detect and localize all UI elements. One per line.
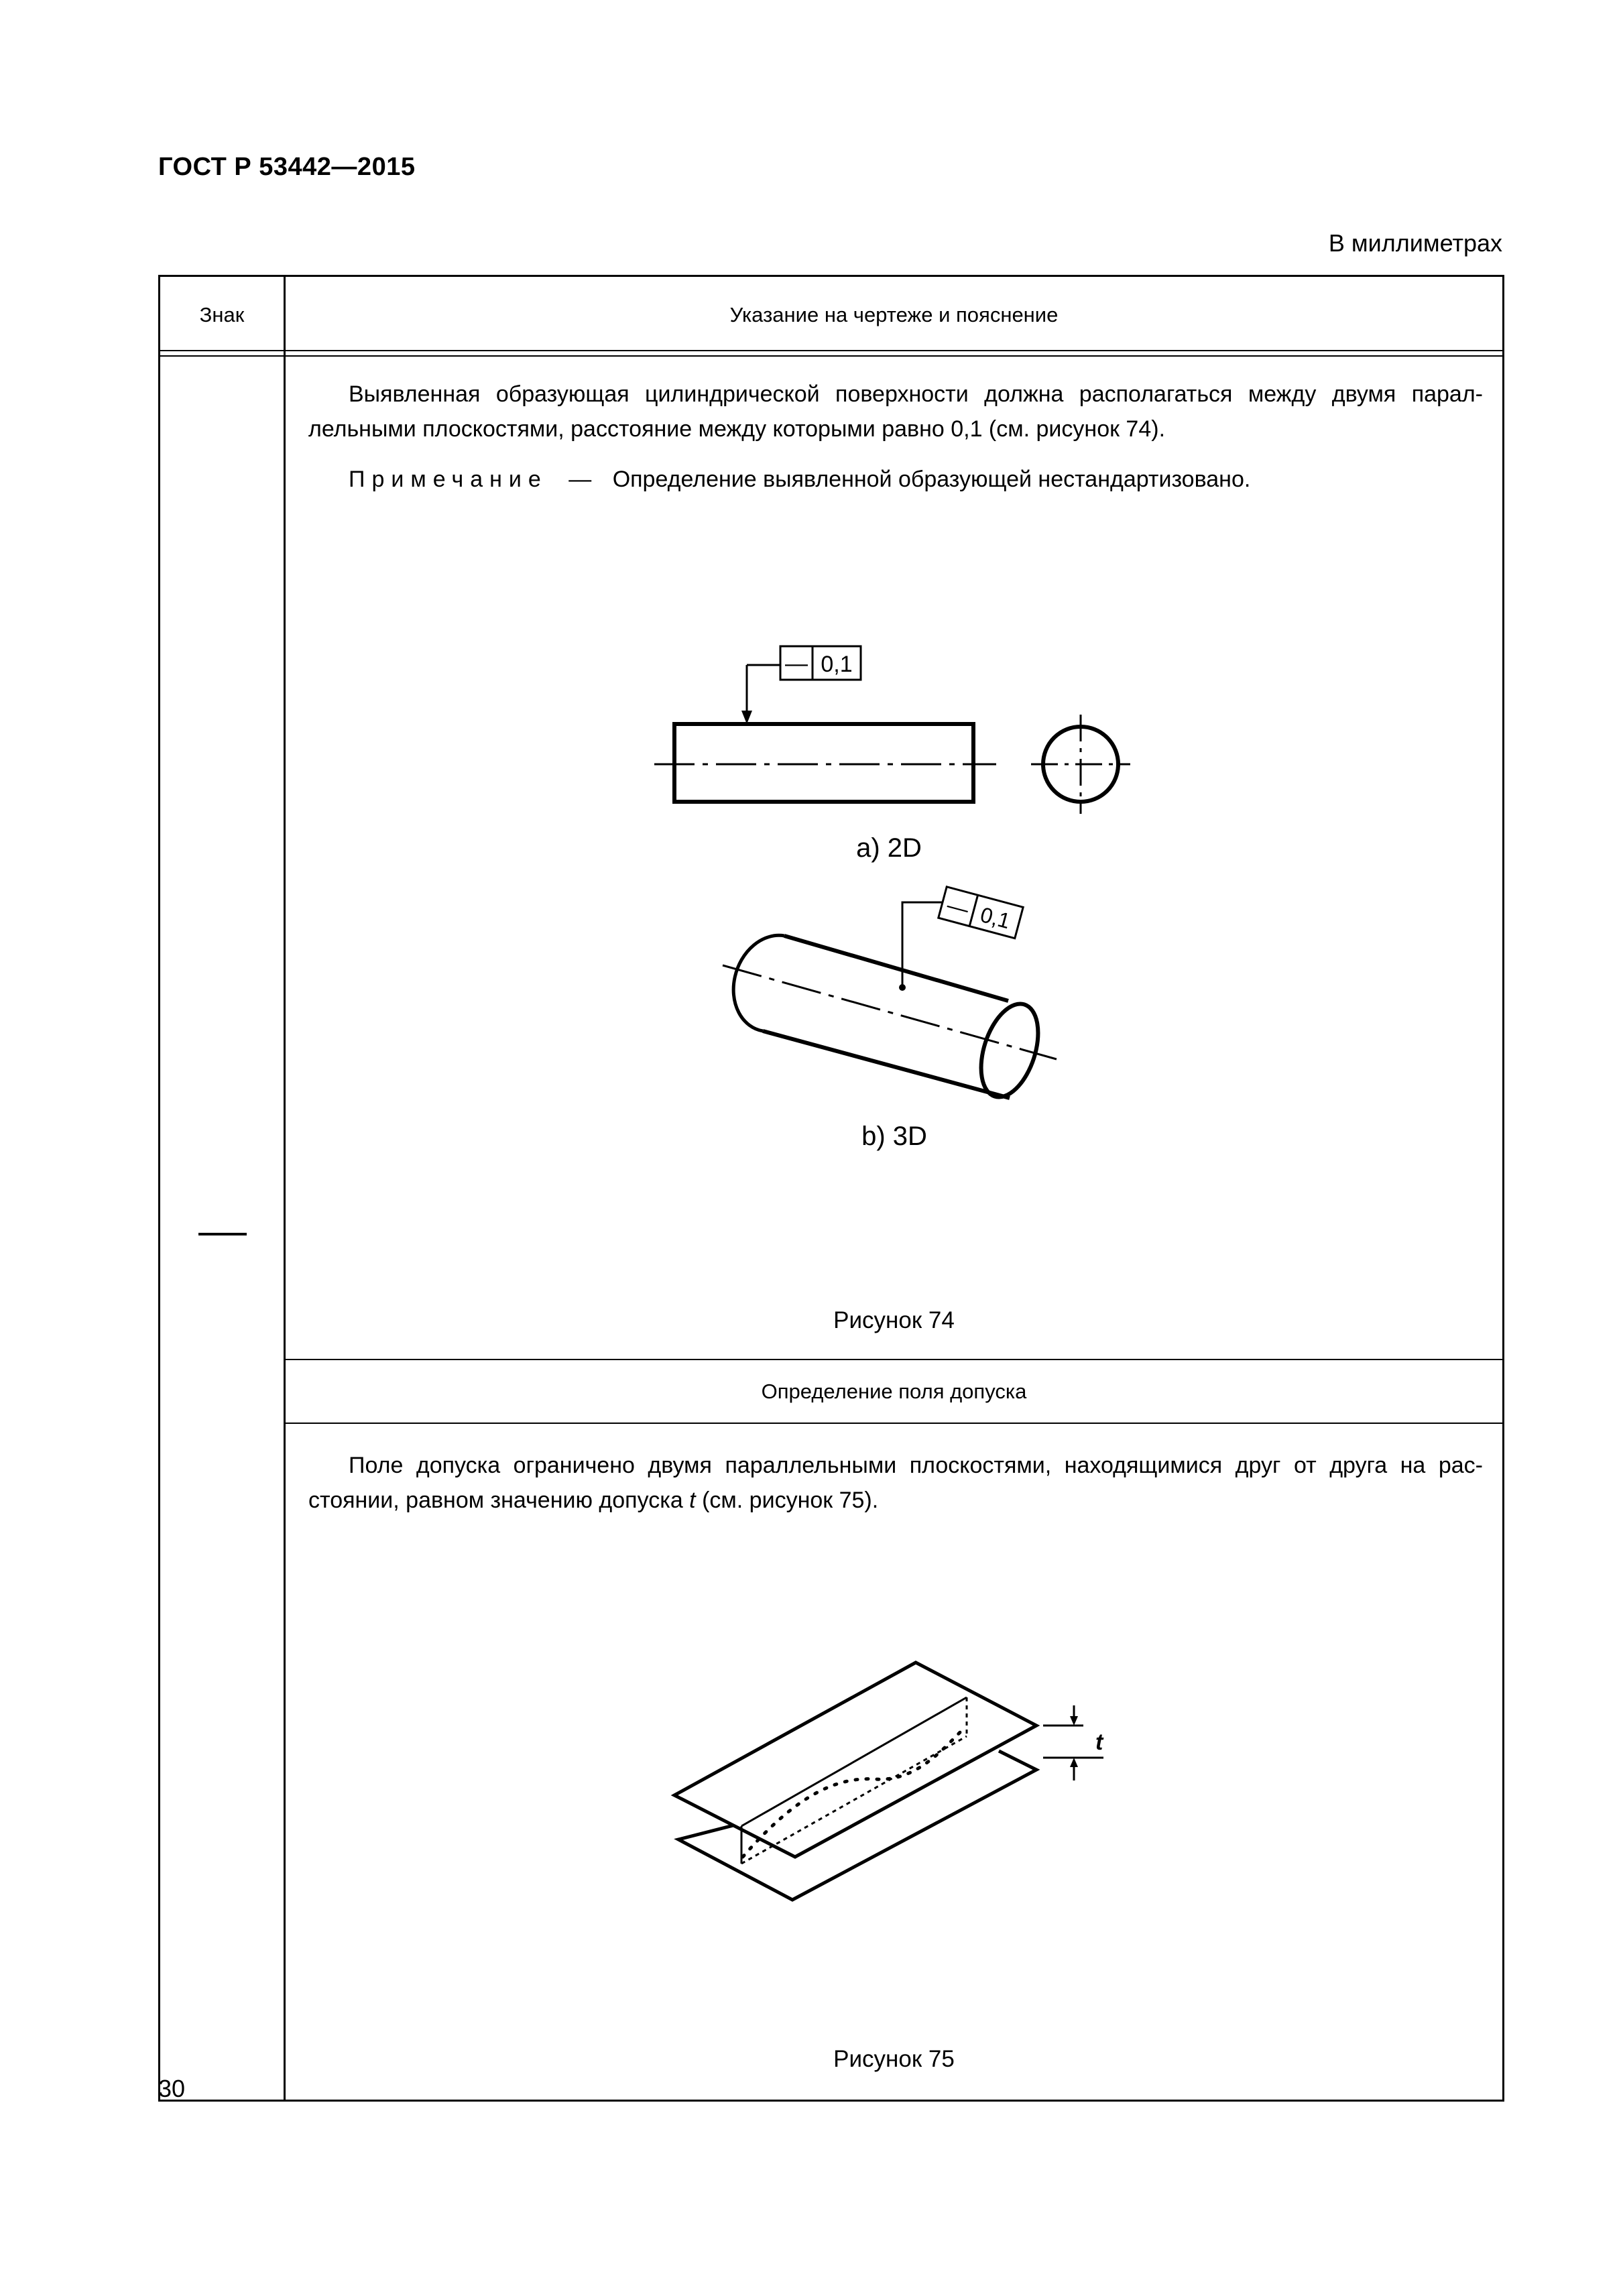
fig-b-label: b) 3D — [861, 1122, 927, 1151]
figure-75-caption: Рисунок 75 — [833, 2046, 955, 2072]
document-id: ГОСТ Р 53442—2015 — [158, 153, 416, 181]
tolerance-symbol-2d: — — [785, 651, 808, 676]
table-border-right — [1502, 275, 1504, 2102]
figure-74-caption: Рисунок 74 — [833, 1307, 955, 1333]
section-rule-2 — [284, 1423, 1504, 1424]
note-label: Примечание — [349, 467, 548, 492]
fig-a-label: a) 2D — [856, 833, 922, 863]
column-header-sign: Знак — [199, 303, 245, 326]
straightness-symbol — [198, 1233, 247, 1235]
section2-title: Определение поля допуска — [761, 1380, 1027, 1403]
tolerance-value-3d: 0,1 — [977, 902, 1013, 934]
tolerance-t-label: t — [1095, 1730, 1103, 1755]
centerline-3d — [723, 965, 1057, 1059]
section2-text-post: (см. рисунок 75). — [695, 1488, 879, 1513]
cylinder-side-view — [674, 724, 973, 802]
header-rule-1 — [158, 350, 1504, 351]
page-number: 30 — [158, 2075, 186, 2102]
units-note: В миллиметрах — [1328, 229, 1502, 257]
note-text: Определение выявленной образующей нестандартизовано. — [612, 467, 1251, 492]
section1-text: Выявленная образующая цилиндрической поверхности должна располагаться между двумя парал- лельными плоскостями, расстояние между которыми равно 0,1 (см. рисунок 74). — [308, 381, 1483, 442]
tolerance-value-2d: 0,1 — [821, 652, 853, 677]
figure-75 — [286, 1636, 1502, 1931]
table-border-top — [158, 275, 1504, 277]
table-border-left — [158, 275, 160, 2102]
section1-paragraph — [308, 377, 1483, 446]
table-border-bottom — [158, 2100, 1504, 2102]
column-header-description: Указание на чертеже и пояснение — [729, 303, 1059, 326]
figure-74 — [286, 603, 1502, 1233]
section-rule-1 — [284, 1359, 1504, 1360]
header-rule-2 — [158, 355, 1504, 357]
section2-text-var: t — [689, 1488, 696, 1513]
cylinder-3d — [723, 935, 1057, 1104]
section2-text-pre: Поле допуска ограничено двумя параллельными плоскостями, находящимися друг от друга на рас- стоянии, равном значению допуска — [308, 1453, 1483, 1513]
section1-note — [349, 467, 1250, 493]
section2-paragraph — [308, 1448, 1483, 1518]
note-dash: — — [568, 467, 592, 492]
tolerance-symbol-3d: — — [944, 892, 972, 922]
